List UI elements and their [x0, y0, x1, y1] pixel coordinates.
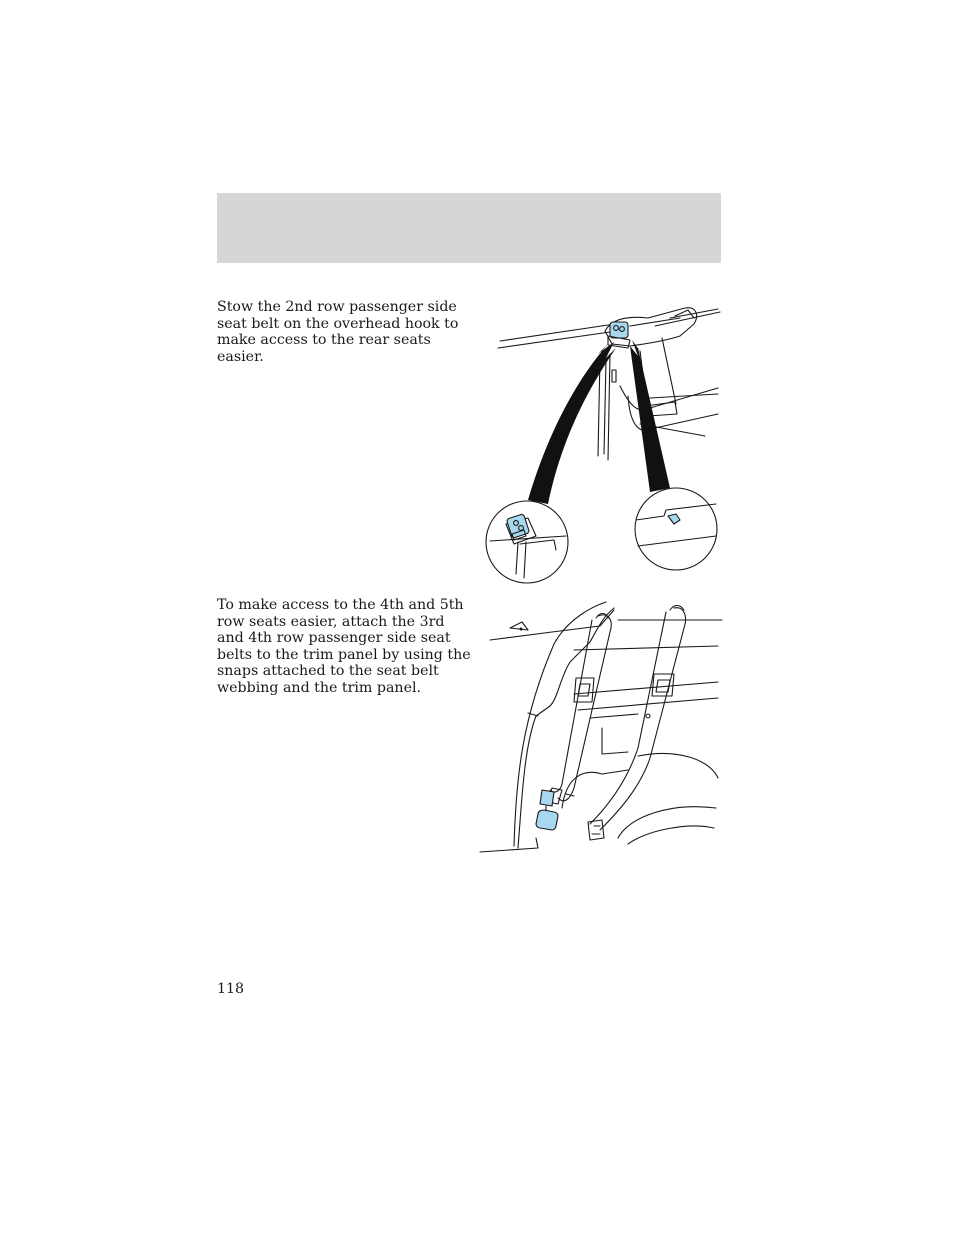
overhead-hook-instruction: Stow the 2nd row passenger side seat belt on the overhead hook to make access to the rear seats easier.	[217, 299, 459, 365]
section-header-band	[217, 193, 721, 263]
page-number: 118	[217, 981, 245, 997]
trim-panel-snaps-illustration	[478, 598, 728, 856]
overhead-hook-illustration	[480, 296, 730, 586]
trim-panel-snaps-instruction: To make access to the 4th and 5th row seats easier, attach the 3rd and 4th row passenger side seat belts to the trim panel by using the snaps attached to the seat belt webbing and the trim panel.	[217, 597, 471, 696]
